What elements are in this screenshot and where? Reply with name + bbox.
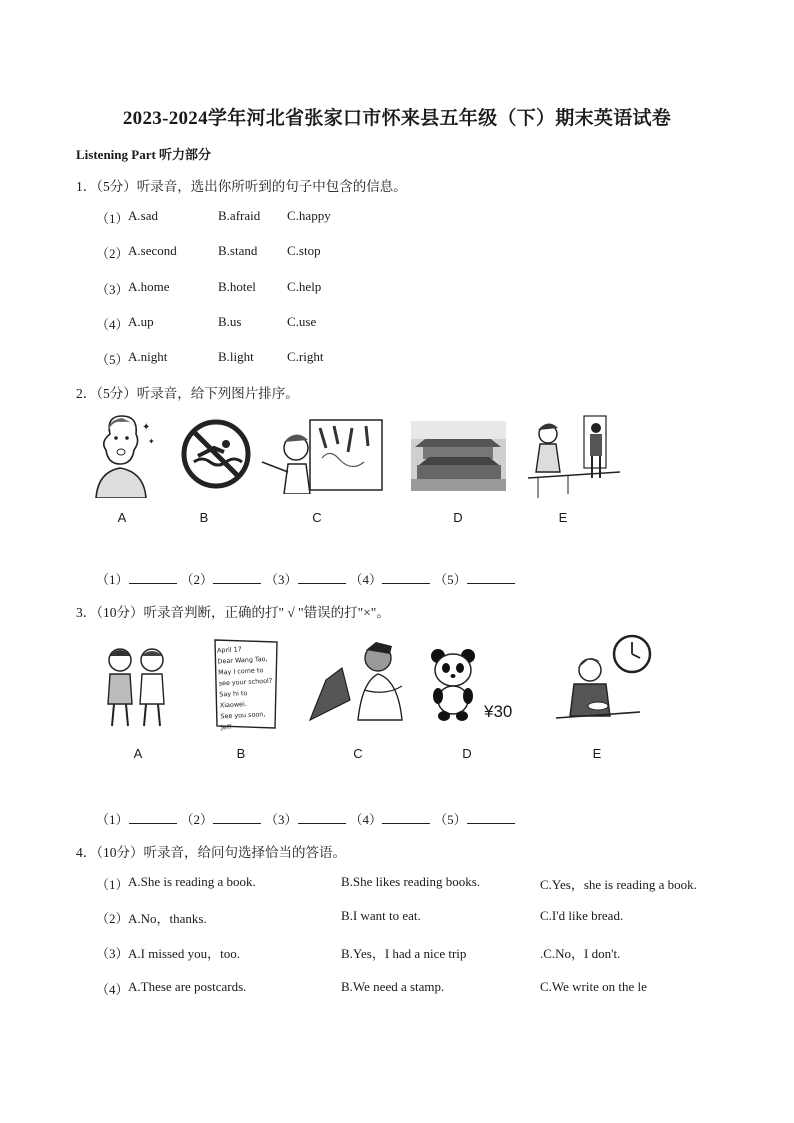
answer-blank[interactable]	[213, 811, 261, 824]
answer-blanks	[96, 809, 519, 828]
picture-label: B	[199, 510, 209, 525]
q4-option-b[interactable]: B.We need a stamp.	[341, 979, 445, 994]
q4-option-b[interactable]: B.She likes reading books.	[341, 874, 481, 889]
q1-option-c[interactable]: C.help	[287, 279, 322, 294]
blank-number: （5）	[434, 572, 467, 587]
answer-blank[interactable]	[382, 571, 430, 584]
q1-option-a[interactable]: A.home	[128, 279, 170, 294]
answer-blank[interactable]	[382, 811, 430, 824]
q4-option-c[interactable]: C.We write on the le	[540, 979, 647, 994]
q1-item-number: （3）	[96, 282, 129, 297]
q4-option-a[interactable]: A.No，thanks.	[128, 911, 207, 926]
q1-option-b[interactable]: B.hotel	[218, 279, 256, 294]
q1-option-c[interactable]: C.use	[287, 314, 317, 329]
q4-option-b[interactable]: B.Yes，I had a nice trip	[341, 946, 467, 961]
answer-blank[interactable]	[129, 571, 177, 584]
q1-option-c[interactable]: C.stop	[287, 243, 321, 258]
answer-blanks	[96, 569, 519, 588]
q4-item-number: （1）	[96, 877, 129, 892]
letter-line: April 17	[216, 645, 242, 655]
picture-label: D	[453, 510, 463, 525]
picture-label: C	[312, 510, 322, 525]
answer-blank[interactable]	[298, 811, 346, 824]
picture-palace-photo	[411, 421, 506, 491]
blank-number: （5）	[434, 812, 467, 827]
letter-line: Jeff	[220, 722, 232, 732]
answer-blank[interactable]	[467, 811, 515, 824]
q4-option-c[interactable]: C.I'd like bread.	[540, 908, 624, 923]
q1-item-number: （2）	[96, 246, 129, 261]
q1-item-number: （4）	[96, 317, 129, 332]
answer-blank[interactable]	[213, 571, 261, 584]
picture-label: A	[133, 746, 143, 761]
picture-label: C	[353, 746, 363, 761]
q1-option-b[interactable]: B.light	[218, 349, 254, 364]
svg-text:✦: ✦	[148, 437, 155, 446]
q1-option-b[interactable]: B.us	[218, 314, 242, 329]
q4-option-a[interactable]: A.I missed you，too.	[128, 946, 240, 961]
panda-toy-icon	[430, 648, 476, 722]
q1-option-c[interactable]: C.right	[287, 349, 324, 364]
letter-line: See you soon,	[220, 710, 266, 721]
q4-item-number: （4）	[96, 982, 129, 997]
picture-label: A	[117, 510, 127, 525]
q4-option-a[interactable]: A.She is reading a book.	[128, 874, 256, 889]
price-label: ¥30	[484, 702, 513, 721]
picture-label: B	[236, 746, 246, 761]
q1-option-b[interactable]: B.afraid	[218, 208, 261, 223]
q1-option-a[interactable]: A.up	[128, 314, 154, 329]
blank-number: （2）	[180, 572, 214, 587]
answer-blank[interactable]	[298, 571, 346, 584]
answer-blank[interactable]	[467, 571, 515, 584]
picture-label: E	[558, 510, 568, 525]
blank-number: （2）	[180, 812, 214, 827]
q1-item-number: （1）	[96, 211, 129, 226]
q4-option-c[interactable]: .C.No，I don't.	[540, 946, 621, 961]
picture-label: D	[462, 746, 472, 761]
q1-option-b[interactable]: B.stand	[218, 243, 258, 258]
question-2-stem: 2．（5分）听录音，给下列图片排序。	[76, 386, 299, 401]
q4-item-number: （3）	[96, 946, 129, 961]
picture-label: E	[592, 746, 602, 761]
question-4-stem: 4．（10分）听录音，给问句选择恰当的答语。	[76, 845, 346, 860]
picture-girl-with-clock	[554, 632, 654, 728]
picture-woman-climbing	[306, 640, 410, 724]
letter-line: Dear Wang Tao,	[217, 654, 268, 666]
letter-line: May I come to	[217, 666, 264, 677]
q1-item-number: （5）	[96, 352, 129, 367]
picture-afraid-woman	[92, 412, 158, 498]
picture-letter	[213, 638, 279, 730]
q4-option-c[interactable]: C.Yes，she is reading a book.	[540, 877, 697, 892]
section-heading: Listening Part 听力部分	[76, 147, 212, 162]
q4-option-a[interactable]: A.These are postcards.	[128, 979, 247, 994]
picture-reading-scene	[528, 412, 620, 498]
question-1-stem: 1．（5分）听录音，选出你所听到的句子中包含的信息。	[76, 179, 407, 194]
q4-item-number: （2）	[96, 911, 129, 926]
q1-option-a[interactable]: A.night	[128, 349, 168, 364]
q4-option-b[interactable]: B.I want to eat.	[341, 908, 421, 923]
q1-option-a[interactable]: A.second	[128, 243, 177, 258]
svg-text:✦: ✦	[142, 422, 151, 433]
blank-number: （1）	[96, 812, 129, 827]
letter-line: see your school?	[218, 676, 273, 688]
blank-number: （4）	[349, 572, 383, 587]
blank-number: （3）	[265, 812, 298, 827]
answer-blank[interactable]	[129, 811, 177, 824]
blank-number: （3）	[265, 572, 298, 587]
blank-number: （4）	[349, 812, 383, 827]
picture-boy-painting	[260, 418, 386, 494]
blank-number: （1）	[96, 572, 129, 587]
page-title: 2023-2024学年河北省张家口市怀来县五年级（下）期末英语试卷	[122, 108, 672, 129]
no-swimming-sign-icon	[180, 418, 252, 490]
q1-option-a[interactable]: A.sad	[128, 208, 158, 223]
letter-line: Say hi to Xiaowei.	[219, 688, 248, 710]
question-3-stem: 3．（10分）听录音判断，正确的打" √ "错误的打"×"。	[76, 605, 390, 620]
picture-two-children	[98, 642, 176, 728]
q1-option-c[interactable]: C.happy	[287, 208, 331, 223]
